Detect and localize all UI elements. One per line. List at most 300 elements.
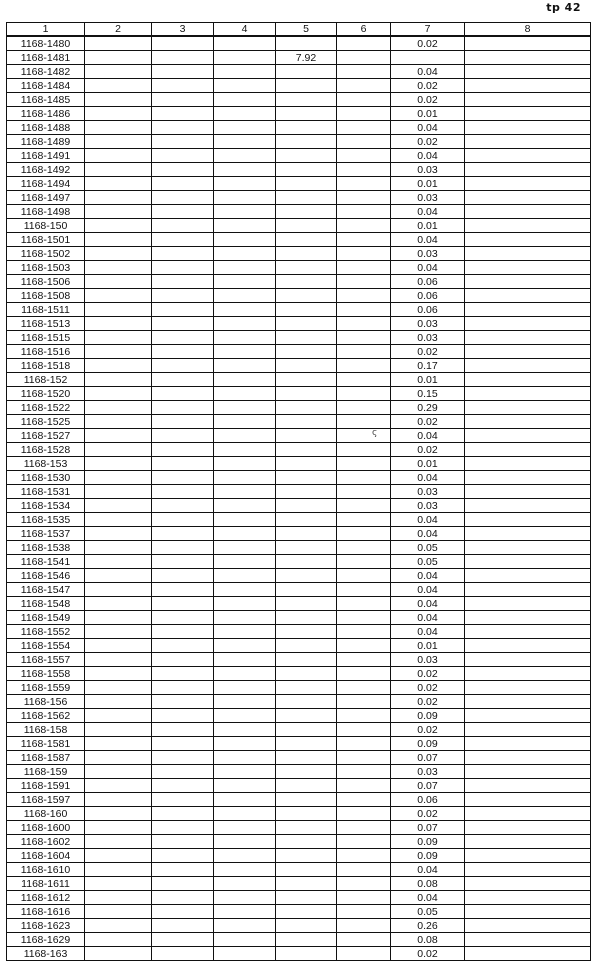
table-cell-col3: [152, 219, 214, 233]
table-row: [7, 947, 591, 961]
table-cell-col7: 0.03: [391, 485, 465, 499]
table-row: [7, 261, 591, 275]
table-cell-col3: [152, 905, 214, 919]
table-cell-col1: 1168-1522: [7, 401, 85, 415]
table-cell-col1: 1168-1480: [7, 36, 85, 51]
table-cell-col6: [337, 429, 391, 443]
table-row: [7, 891, 591, 905]
table-cell-col3: [152, 625, 214, 639]
table-cell-col7: 0.03: [391, 765, 465, 779]
table-cell-col4: [214, 149, 276, 163]
table-row: [7, 835, 591, 849]
table-row: [7, 429, 591, 443]
table-cell-col1: 1168-1591: [7, 779, 85, 793]
table-row: [7, 135, 591, 149]
table-cell-col7: 0.02: [391, 79, 465, 93]
column-header: 6: [337, 23, 391, 37]
table-cell-col4: [214, 513, 276, 527]
column-header: 3: [152, 23, 214, 37]
table-cell-col6: [337, 303, 391, 317]
table-cell-col8: [465, 695, 591, 709]
table-cell-col2: [85, 149, 152, 163]
table-cell-col3: [152, 485, 214, 499]
table-cell-col6: [337, 471, 391, 485]
table-cell-col8: [465, 387, 591, 401]
table-cell-col1: 1168-1516: [7, 345, 85, 359]
table-cell-col4: [214, 415, 276, 429]
table-cell-col2: [85, 849, 152, 863]
table-cell-col4: [214, 51, 276, 65]
table-cell-col2: [85, 51, 152, 65]
table-cell-col2: [85, 639, 152, 653]
table-cell-col8: [465, 737, 591, 751]
table-cell-col2: [85, 513, 152, 527]
table-cell-col4: [214, 79, 276, 93]
table-cell-col8: [465, 653, 591, 667]
table-cell-col6: [337, 457, 391, 471]
table-cell-col5: [276, 219, 337, 233]
table-cell-col5: [276, 863, 337, 877]
table-cell-col1: 1168-1597: [7, 793, 85, 807]
table-cell-col6: [337, 821, 391, 835]
table-cell-col3: [152, 751, 214, 765]
table-cell-col4: [214, 541, 276, 555]
table-cell-col2: [85, 751, 152, 765]
table-cell-col7: 0.04: [391, 471, 465, 485]
table-row: [7, 401, 591, 415]
table-cell-col6: [337, 513, 391, 527]
table-row: [7, 807, 591, 821]
table-cell-col5: [276, 891, 337, 905]
table-cell-col7: 0.05: [391, 905, 465, 919]
table-cell-col6: [337, 849, 391, 863]
table-cell-col4: [214, 219, 276, 233]
table-cell-col5: [276, 415, 337, 429]
table-row: [7, 65, 591, 79]
table-cell-col4: [214, 821, 276, 835]
table-cell-col3: [152, 247, 214, 261]
table-cell-col2: [85, 135, 152, 149]
table-cell-col8: [465, 821, 591, 835]
table-cell-col3: [152, 471, 214, 485]
table-cell-col6: [337, 289, 391, 303]
table-cell-col3: [152, 443, 214, 457]
table-cell-col5: [276, 289, 337, 303]
table-cell-col8: [465, 639, 591, 653]
table-row: [7, 36, 591, 51]
table-cell-col8: [465, 429, 591, 443]
table-row: [7, 625, 591, 639]
table-cell-col4: [214, 36, 276, 51]
table-cell-col2: [85, 415, 152, 429]
table-cell-col6: [337, 373, 391, 387]
table-cell-col3: [152, 597, 214, 611]
table-cell-col6: [337, 233, 391, 247]
table-cell-col7: 0.06: [391, 289, 465, 303]
table-cell-col1: 1168-1489: [7, 135, 85, 149]
table-cell-col2: [85, 653, 152, 667]
table-cell-col5: [276, 765, 337, 779]
page-number-mark: tp 42: [546, 1, 581, 14]
table-cell-col3: [152, 121, 214, 135]
table-cell-col7: 0.02: [391, 443, 465, 457]
table-cell-col3: [152, 317, 214, 331]
table-cell-col7: 0.08: [391, 933, 465, 947]
table-row: [7, 317, 591, 331]
table-cell-col8: [465, 793, 591, 807]
table-cell-col1: 1168-1494: [7, 177, 85, 191]
table-cell-col6: [337, 65, 391, 79]
table-cell-col5: [276, 387, 337, 401]
table-cell-col4: [214, 401, 276, 415]
table-cell-col7: 0.03: [391, 191, 465, 205]
table-cell-col4: [214, 639, 276, 653]
table-cell-col8: [465, 667, 591, 681]
table-cell-col8: [465, 36, 591, 51]
table-cell-col8: [465, 107, 591, 121]
table-cell-col8: [465, 569, 591, 583]
table-cell-col1: 1168-1481: [7, 51, 85, 65]
table-row: [7, 527, 591, 541]
table-cell-col6: [337, 443, 391, 457]
table-row: [7, 765, 591, 779]
table-cell-col6: [337, 835, 391, 849]
table-row: [7, 205, 591, 219]
table-cell-col1: 1168-1612: [7, 891, 85, 905]
table-cell-col4: [214, 359, 276, 373]
table-cell-col1: 1168-1587: [7, 751, 85, 765]
table-cell-col1: 1168-1520: [7, 387, 85, 401]
table-cell-col4: [214, 751, 276, 765]
table-cell-col7: 0.01: [391, 177, 465, 191]
table-cell-col4: [214, 107, 276, 121]
table-cell-col6: [337, 569, 391, 583]
table-cell-col8: [465, 905, 591, 919]
table-cell-col7: 0.04: [391, 611, 465, 625]
table-cell-col8: [465, 177, 591, 191]
table-cell-col1: 1168-1616: [7, 905, 85, 919]
table-cell-col7: 0.02: [391, 681, 465, 695]
table-cell-col1: 1168-1502: [7, 247, 85, 261]
table-cell-col1: 1168-1600: [7, 821, 85, 835]
table-cell-col3: [152, 177, 214, 191]
table-cell-col8: [465, 51, 591, 65]
table-row: [7, 639, 591, 653]
table-cell-col7: 0.03: [391, 653, 465, 667]
table-cell-col3: [152, 695, 214, 709]
table-cell-col6: [337, 947, 391, 961]
table-row: [7, 513, 591, 527]
table-cell-col3: [152, 639, 214, 653]
table-cell-col5: [276, 331, 337, 345]
table-row: [7, 555, 591, 569]
table-cell-col2: [85, 191, 152, 205]
table-cell-col5: [276, 513, 337, 527]
table-cell-col6: [337, 709, 391, 723]
table-row: [7, 933, 591, 947]
table-cell-col1: 1168-1537: [7, 527, 85, 541]
table-cell-col8: [465, 541, 591, 555]
table-cell-col5: [276, 191, 337, 205]
table-cell-col7: 0.01: [391, 639, 465, 653]
table-cell-col2: [85, 401, 152, 415]
table-cell-col2: [85, 779, 152, 793]
table-cell-col1: 1168-150: [7, 219, 85, 233]
table-cell-col2: [85, 583, 152, 597]
table-cell-col1: 1168-1552: [7, 625, 85, 639]
table-cell-col8: [465, 219, 591, 233]
table-cell-col1: 1168-1515: [7, 331, 85, 345]
table-cell-col2: [85, 303, 152, 317]
table-cell-col4: [214, 345, 276, 359]
table-cell-col2: [85, 877, 152, 891]
table-cell-col7: 0.04: [391, 863, 465, 877]
table-cell-col6: [337, 597, 391, 611]
table-cell-col7: 0.06: [391, 793, 465, 807]
table-cell-col4: [214, 667, 276, 681]
table-cell-col4: [214, 303, 276, 317]
table-cell-col2: [85, 681, 152, 695]
table-cell-col1: 1168-1558: [7, 667, 85, 681]
table-cell-col1: 1168-1513: [7, 317, 85, 331]
table-cell-col1: 1168-1530: [7, 471, 85, 485]
table-cell-col3: [152, 499, 214, 513]
table-cell-col3: [152, 345, 214, 359]
table-cell-col2: [85, 807, 152, 821]
table-cell-col3: [152, 541, 214, 555]
table-cell-col7: 0.06: [391, 275, 465, 289]
table-cell-col4: [214, 247, 276, 261]
table-cell-col1: 1168-163: [7, 947, 85, 961]
table-cell-col5: [276, 919, 337, 933]
table-cell-col8: [465, 443, 591, 457]
table-cell-col7: 0.04: [391, 625, 465, 639]
table-cell-col5: [276, 947, 337, 961]
table-row: [7, 919, 591, 933]
table-cell-col7: 0.02: [391, 807, 465, 821]
table-cell-col8: [465, 121, 591, 135]
table-cell-col7: 0.15: [391, 387, 465, 401]
table-cell-col1: 1168-1559: [7, 681, 85, 695]
table-cell-col2: [85, 891, 152, 905]
table-cell-col6: [337, 79, 391, 93]
table-cell-col6: [337, 331, 391, 345]
table-cell-col4: [214, 373, 276, 387]
table-cell-col5: [276, 611, 337, 625]
table-cell-col8: [465, 611, 591, 625]
table-cell-col7: 0.02: [391, 695, 465, 709]
table-cell-col3: [152, 765, 214, 779]
table-cell-col8: [465, 65, 591, 79]
table-cell-col4: [214, 793, 276, 807]
table-cell-col6: [337, 499, 391, 513]
table-cell-col2: [85, 429, 152, 443]
table-cell-col8: [465, 79, 591, 93]
table-cell-col3: [152, 93, 214, 107]
table-row: [7, 303, 591, 317]
table-cell-col5: [276, 667, 337, 681]
table-cell-col3: [152, 527, 214, 541]
table-cell-col5: [276, 555, 337, 569]
table-cell-col8: [465, 555, 591, 569]
table-cell-col2: [85, 695, 152, 709]
table-row: [7, 149, 591, 163]
table-cell-col3: [152, 205, 214, 219]
table-row: [7, 359, 591, 373]
table-row: [7, 863, 591, 877]
table-cell-col4: [214, 163, 276, 177]
table-row: [7, 191, 591, 205]
table-row: [7, 247, 591, 261]
table-cell-col4: [214, 737, 276, 751]
table-cell-col1: 1168-1485: [7, 93, 85, 107]
table-row: [7, 597, 591, 611]
table-cell-col1: 1168-1541: [7, 555, 85, 569]
table-cell-col3: [152, 933, 214, 947]
table-cell-col1: 1168-1538: [7, 541, 85, 555]
table-cell-col7: 0.01: [391, 107, 465, 121]
table-cell-col4: [214, 233, 276, 247]
table-cell-col6: [337, 219, 391, 233]
table-cell-col4: [214, 583, 276, 597]
table-cell-col7: 0.04: [391, 121, 465, 135]
table-cell-col5: [276, 597, 337, 611]
table-row: [7, 779, 591, 793]
table-cell-col6: [337, 107, 391, 121]
table-cell-col5: [276, 793, 337, 807]
table-cell-col4: [214, 317, 276, 331]
table-cell-col5: [276, 737, 337, 751]
table-cell-col6: [337, 891, 391, 905]
table-cell-col3: [152, 275, 214, 289]
table-row: [7, 121, 591, 135]
table-cell-col5: [276, 373, 337, 387]
table-cell-col4: [214, 807, 276, 821]
table-cell-col2: [85, 667, 152, 681]
table-cell-col8: [465, 275, 591, 289]
table-cell-col7: 0.01: [391, 457, 465, 471]
table-cell-col4: [214, 611, 276, 625]
table-cell-col6: [337, 485, 391, 499]
table-cell-col5: [276, 261, 337, 275]
table-cell-col3: [152, 387, 214, 401]
column-header: 2: [85, 23, 152, 37]
table-row: [7, 793, 591, 807]
table-cell-col8: [465, 303, 591, 317]
table-cell-col4: [214, 555, 276, 569]
table-cell-col6: [337, 611, 391, 625]
table-cell-col3: [152, 289, 214, 303]
table-cell-col8: [465, 681, 591, 695]
table-row: [7, 569, 591, 583]
table-cell-col8: [465, 233, 591, 247]
table-row: [7, 387, 591, 401]
table-cell-col3: [152, 793, 214, 807]
table-cell-col3: [152, 149, 214, 163]
table-cell-col4: [214, 65, 276, 79]
table-cell-col1: 1168-1527: [7, 429, 85, 443]
table-cell-col5: [276, 625, 337, 639]
table-cell-col8: [465, 583, 591, 597]
table-cell-col2: [85, 737, 152, 751]
table-cell-col3: [152, 919, 214, 933]
table-cell-col2: [85, 863, 152, 877]
table-cell-col6: [337, 317, 391, 331]
table-cell-col5: 7.92: [276, 51, 337, 65]
table-cell-col5: [276, 205, 337, 219]
table-cell-col3: [152, 373, 214, 387]
table-cell-col6: [337, 163, 391, 177]
table-cell-col8: [465, 359, 591, 373]
table-cell-col3: [152, 807, 214, 821]
column-header: 1: [7, 23, 85, 37]
table-cell-col8: [465, 289, 591, 303]
table-cell-col8: [465, 471, 591, 485]
table-cell-col1: 1168-1535: [7, 513, 85, 527]
table-cell-col6: [337, 36, 391, 51]
table-cell-col3: [152, 163, 214, 177]
table-cell-col2: [85, 709, 152, 723]
table-cell-col7: 0.04: [391, 597, 465, 611]
table-cell-col4: [214, 849, 276, 863]
table-cell-col5: [276, 653, 337, 667]
table-cell-col3: [152, 835, 214, 849]
table-cell-col6: [337, 667, 391, 681]
table-cell-col7: 0.02: [391, 93, 465, 107]
table-cell-col5: [276, 247, 337, 261]
table-cell-col2: [85, 275, 152, 289]
table-cell-col2: [85, 541, 152, 555]
table-cell-col2: [85, 289, 152, 303]
table-cell-col3: [152, 891, 214, 905]
table-cell-col8: [465, 135, 591, 149]
table-cell-col8: [465, 373, 591, 387]
table-cell-col3: [152, 947, 214, 961]
table-cell-col7: 0.06: [391, 303, 465, 317]
table-cell-col6: [337, 583, 391, 597]
table-cell-col4: [214, 569, 276, 583]
table-row: [7, 695, 591, 709]
table-cell-col2: [85, 611, 152, 625]
table-cell-col8: [465, 527, 591, 541]
table-row: [7, 821, 591, 835]
table-cell-col5: [276, 639, 337, 653]
table-cell-col3: [152, 667, 214, 681]
table-cell-col6: [337, 765, 391, 779]
table-cell-col1: 1168-1486: [7, 107, 85, 121]
table-cell-col5: [276, 499, 337, 513]
table-cell-col5: [276, 835, 337, 849]
table-cell-col8: [465, 191, 591, 205]
table-cell-col8: [465, 415, 591, 429]
table-cell-col7: 0.02: [391, 667, 465, 681]
table-cell-col8: [465, 877, 591, 891]
table-cell-col6: [337, 625, 391, 639]
table-cell-col2: [85, 331, 152, 345]
table-cell-col1: 1168-159: [7, 765, 85, 779]
table-cell-col7: 0.03: [391, 247, 465, 261]
table-cell-col1: 1168-1549: [7, 611, 85, 625]
table-cell-col8: [465, 597, 591, 611]
table-cell-col4: [214, 443, 276, 457]
table-row: [7, 457, 591, 471]
table-cell-col8: [465, 345, 591, 359]
table-cell-col2: [85, 317, 152, 331]
table-cell-col1: 1168-1491: [7, 149, 85, 163]
table-row: [7, 93, 591, 107]
table-cell-col4: [214, 863, 276, 877]
table-cell-col7: 0.05: [391, 555, 465, 569]
